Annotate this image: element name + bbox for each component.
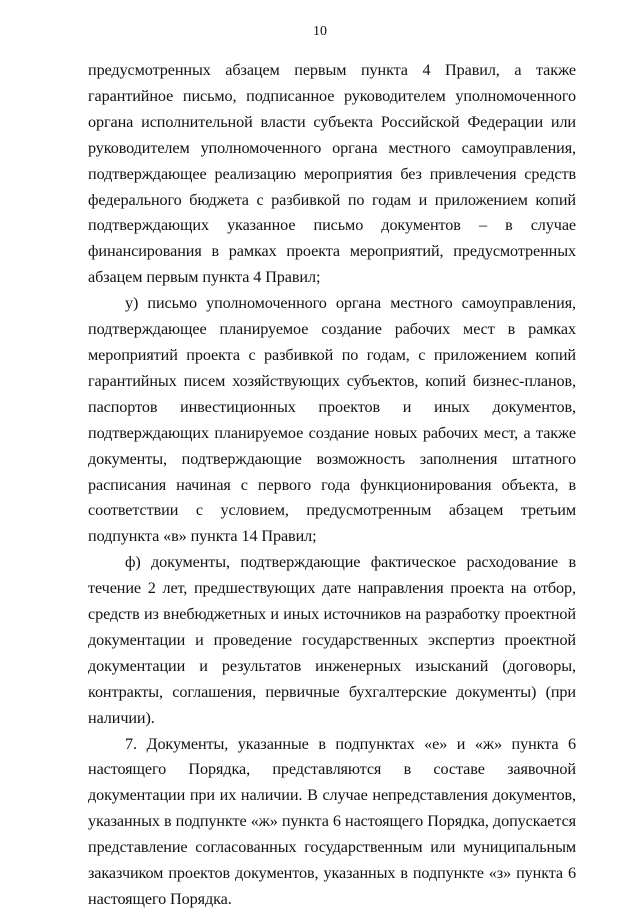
paragraph-item-f: ф) документы, подтверждающие фактическое расходование в течение 2 лет, предшествующих дате направления проекта на отбор, средств из внебюджетных и иных источников на разработку проектной документации и проведение государственных экспертиз проектной документации и результатов инженерных изысканий (договоры, контракты, соглашения, первичные бухгалтерские документы) (при наличии). — [88, 553, 576, 727]
paragraph-continuation: предусмотренных абзацем первым пункта 4 Правил, а также гарантийное письмо, подписанное руководителем уполномоченного органа исполнительной власти субъекта Российской Федерации или руководителем уполномоченного органа местного самоуправления, подтверждающее реализацию мероприятия без привлечения средств федерального бюджета с разбивкой по годам и приложением копий подтверждающих указанное письмо документов – в случае финансирования в рамках проекта мероприятий, предусмотренных абзацем первым пункта 4 Правил; — [88, 61, 576, 287]
page-number: 10 — [313, 24, 327, 39]
paragraph-section-7: 7. Документы, указанные в подпунктах «е» и «ж» пункта 6 настоящего Порядка, представляются в составе заявочной документации при их наличии. В случае непредставления документов, указанных в подпункте «ж» пункта 6 настоящего Порядка, допускается представление согласованных государственным или муниципальным заказчиком проектов документов, указанных в подпункте «з» пункта 6 настоящего Порядка. — [88, 734, 576, 908]
paragraph-item-u: у) письмо уполномоченного органа местного самоуправления, подтверждающее планируемое создание рабочих мест в рамках мероприятий проекта с разбивкой по годам, с приложением копий гарантийных писем хозяйствующих субъектов, копий бизнес-планов, паспортов инвестиционных проектов и иных документов, подтверждающих планируемое создание новых рабочих мест, а также документы, подтверждающие возможность заполнения штатного расписания начиная с первого года функционирования объекта, в соответствии с условием, предусмотренным абзацем третьим подпункта «в» пункта 14 Правил; — [88, 294, 576, 546]
document-body — [88, 58, 576, 913]
